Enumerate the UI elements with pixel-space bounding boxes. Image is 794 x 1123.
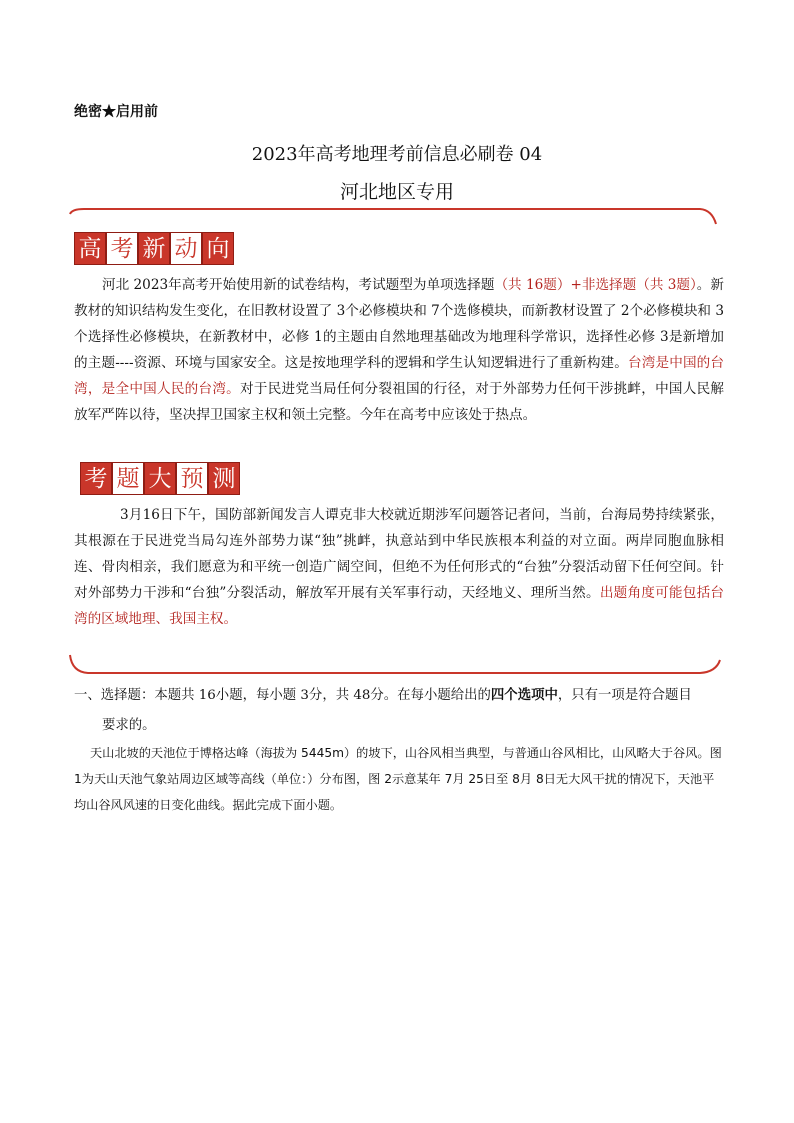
question-heading-text: ，只有一项是符合题目 bbox=[557, 688, 692, 703]
question-heading bbox=[74, 680, 724, 741]
question-heading-text: 一、选择题：本题共 16小题，每小题 3分，共 48分。在每小题给出的 bbox=[74, 688, 491, 703]
banner-char: 新 bbox=[138, 232, 170, 265]
paragraph-highlight: 出题角度可能包括台湾的区域地理、我国主权。 bbox=[74, 585, 724, 627]
banner-char: 预 bbox=[176, 462, 208, 495]
question-heading-bold: 四个选项中 bbox=[490, 687, 558, 703]
paragraph-text: 对于民进党当局任何分裂祖国的行径，对于外部势力任何干涉挑衅，中国人民解放军严阵以待，坚决捍卫国家主权和领土完整。今年在高考中应该处于热点。 bbox=[74, 381, 725, 423]
paragraph-highlight: （共 16题）+非选择题（共 3题） bbox=[494, 277, 697, 293]
paragraph-text: 。 bbox=[696, 277, 711, 293]
page-title: 2023年高考地理考前信息必刷卷 04 bbox=[251, 144, 543, 165]
confidential-label: 绝密★启用前 bbox=[74, 104, 158, 120]
section-predictions-text bbox=[74, 502, 724, 632]
banner-char: 测 bbox=[208, 462, 240, 495]
banner-char: 向 bbox=[202, 232, 234, 265]
banner-char: 考 bbox=[106, 232, 138, 265]
question-intro-text: 天山北坡的天池位于博格达峰（海拔为 5445m）的坡下，山谷风相当典型，与普通山谷风相比，山风略大于谷风。图 1为天山天池气象站周边区域等高线（单位：）分布图，图 2示意某年 7月 25日至 8月 8日无大风干扰的情况下，天池平均山谷风风速的日变化曲线。据此完成下面小题。 bbox=[74, 746, 722, 812]
paragraph-text: 新教材的知识结构发生变化，在旧教材设置了 3个必修模块和 7个选修模块，而新教材设置了 2个必修模块和 3个选择性必修模块，在新教材中，必修 1的主题由自然地理基础改为地理科学常识，选择性必修 3是新增加的主题----资源、环境与国家安全。这是按地理学科的逻辑和学生认知逻辑进行了重新构建。 bbox=[74, 277, 725, 371]
banner-char: 考 bbox=[80, 462, 112, 495]
question-intro bbox=[74, 740, 724, 818]
paragraph-text: 3月16日下午，国防部新闻发言人谭克非大校就近期涉军问题答记者问，当前，台海局势持续紧张，其根源在于民进党当局勾连外部势力谋“独”挑衅，执意站到中华民族根本利益的对立面。两岸同胞血脉相连、骨肉相亲，我们愿意为和平统一创造广阔空间，但绝不为任何形式的“台独”分裂活动留下任何空间。针对外部势力干涉和“台独”分裂活动，解放军开展有关军事行动，天经地义、理所当然。 bbox=[74, 507, 724, 601]
banner-char: 大 bbox=[144, 462, 176, 495]
banner-exam-predictions bbox=[80, 462, 240, 495]
page-subtitle: 河北地区专用 bbox=[339, 181, 454, 203]
banner-char: 高 bbox=[74, 232, 106, 265]
paragraph-highlight: 台湾是中国的台湾，是全中国人民的台湾。 bbox=[74, 355, 724, 397]
banner-char: 动 bbox=[170, 232, 202, 265]
section-new-trends-text bbox=[74, 272, 724, 428]
banner-new-trends bbox=[74, 232, 234, 265]
banner-char: 题 bbox=[112, 462, 144, 495]
paragraph-intro: 河北 2023年高考开始使用新的试卷结构，考试题型为单项选择题 bbox=[102, 277, 495, 293]
question-heading-text: 要求的。 bbox=[102, 718, 156, 733]
